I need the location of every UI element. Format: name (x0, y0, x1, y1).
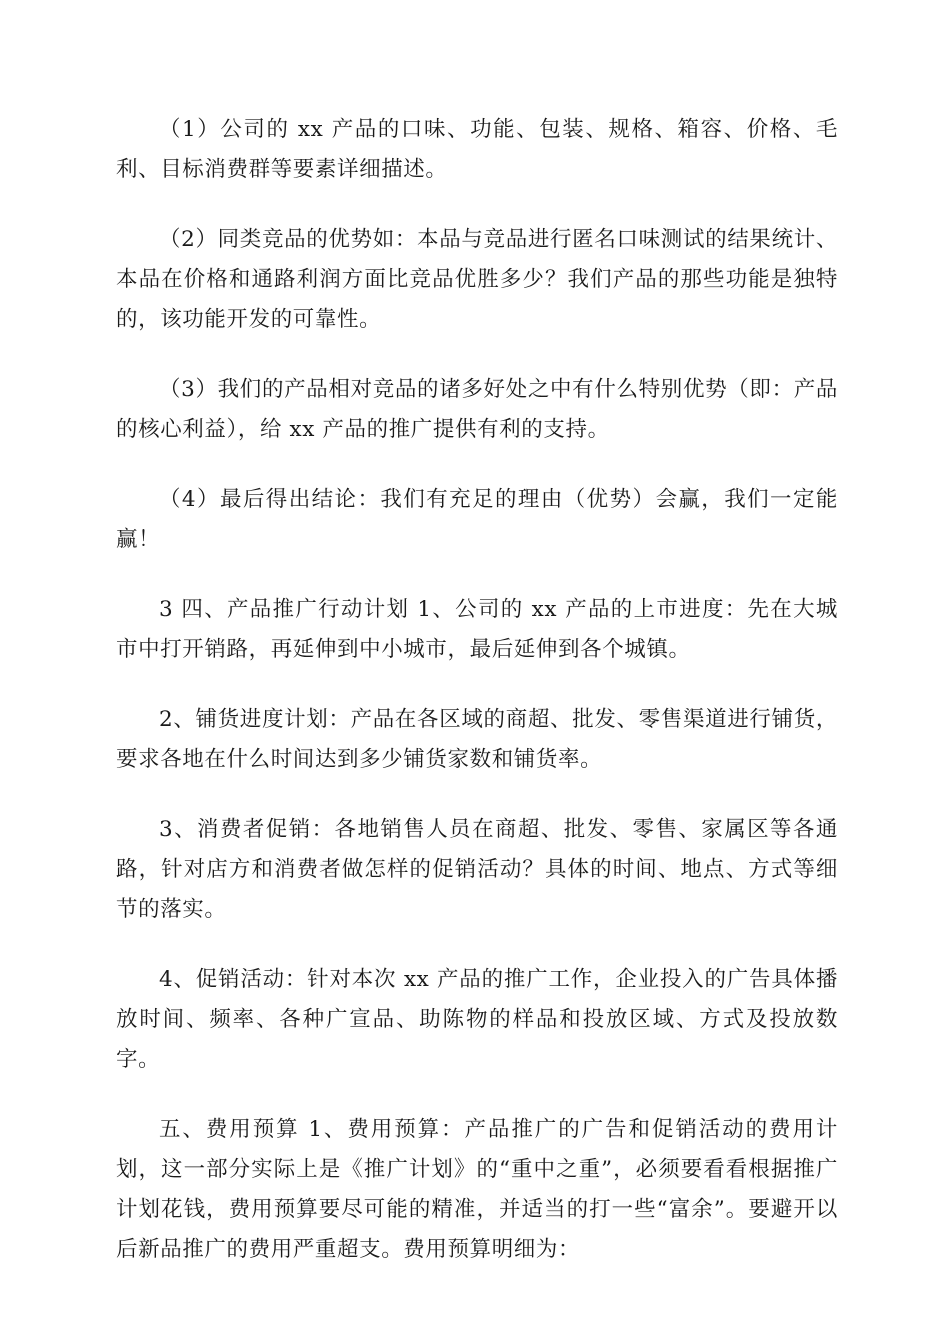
paragraph-2-competitor-advantages: （2）同类竞品的优势如：本品与竞品进行匿名口味测试的结果统计、本品在价格和通路利润方面比竞品优胜多少？我们产品的那些功能是独特的，该功能开发的可靠性。 (116, 227, 838, 332)
paragraph-5-launch-schedule: 3 四、产品推广行动计划 1、公司的 xx 产品的上市进度：先在大城市中打开销路，再延伸到中小城市，最后延伸到各个城镇。 (116, 597, 838, 662)
paragraph-4-conclusion: （4）最后得出结论：我们有充足的理由（优势）会赢，我们一定能赢！ (116, 487, 838, 552)
paragraph-1-product-description: （1）公司的 xx 产品的口味、功能、包装、规格、箱容、价格、毛利、目标消费群等要素详细描述。 (116, 117, 838, 182)
paragraph-3-core-benefits: （3）我们的产品相对竞品的诸多好处之中有什么特别优势（即：产品的核心利益），给 xx 产品的推广提供有利的支持。 (116, 377, 838, 442)
paragraph-6-distribution-plan: 2、铺货进度计划：产品在各区域的商超、批发、零售渠道进行铺货，要求各地在什么时间达到多少铺货家数和铺货率。 (116, 707, 838, 772)
paragraph-8-promotion-activities: 4、促销活动：针对本次 xx 产品的推广工作，企业投入的广告具体播放时间、频率、各种广宣品、助陈物的样品和投放区域、方式及投放数字。 (116, 967, 838, 1072)
paragraph-7-consumer-promotion: 3、消费者促销：各地销售人员在商超、批发、零售、家属区等各通路，针对店方和消费者做怎样的促销活动？具体的时间、地点、方式等细节的落实。 (116, 817, 838, 922)
document-body (116, 110, 838, 1300)
paragraph-9-budget: 五、费用预算 1、费用预算：产品推广的广告和促销活动的费用计划，这一部分实际上是《推广计划》的“重中之重”，必须要看看根据推广计划花钱，费用预算要尽可能的精准，并适当的打一些“富余”。要避开以后新品推广的费用严重超支。费用预算明细为： (116, 1117, 838, 1262)
